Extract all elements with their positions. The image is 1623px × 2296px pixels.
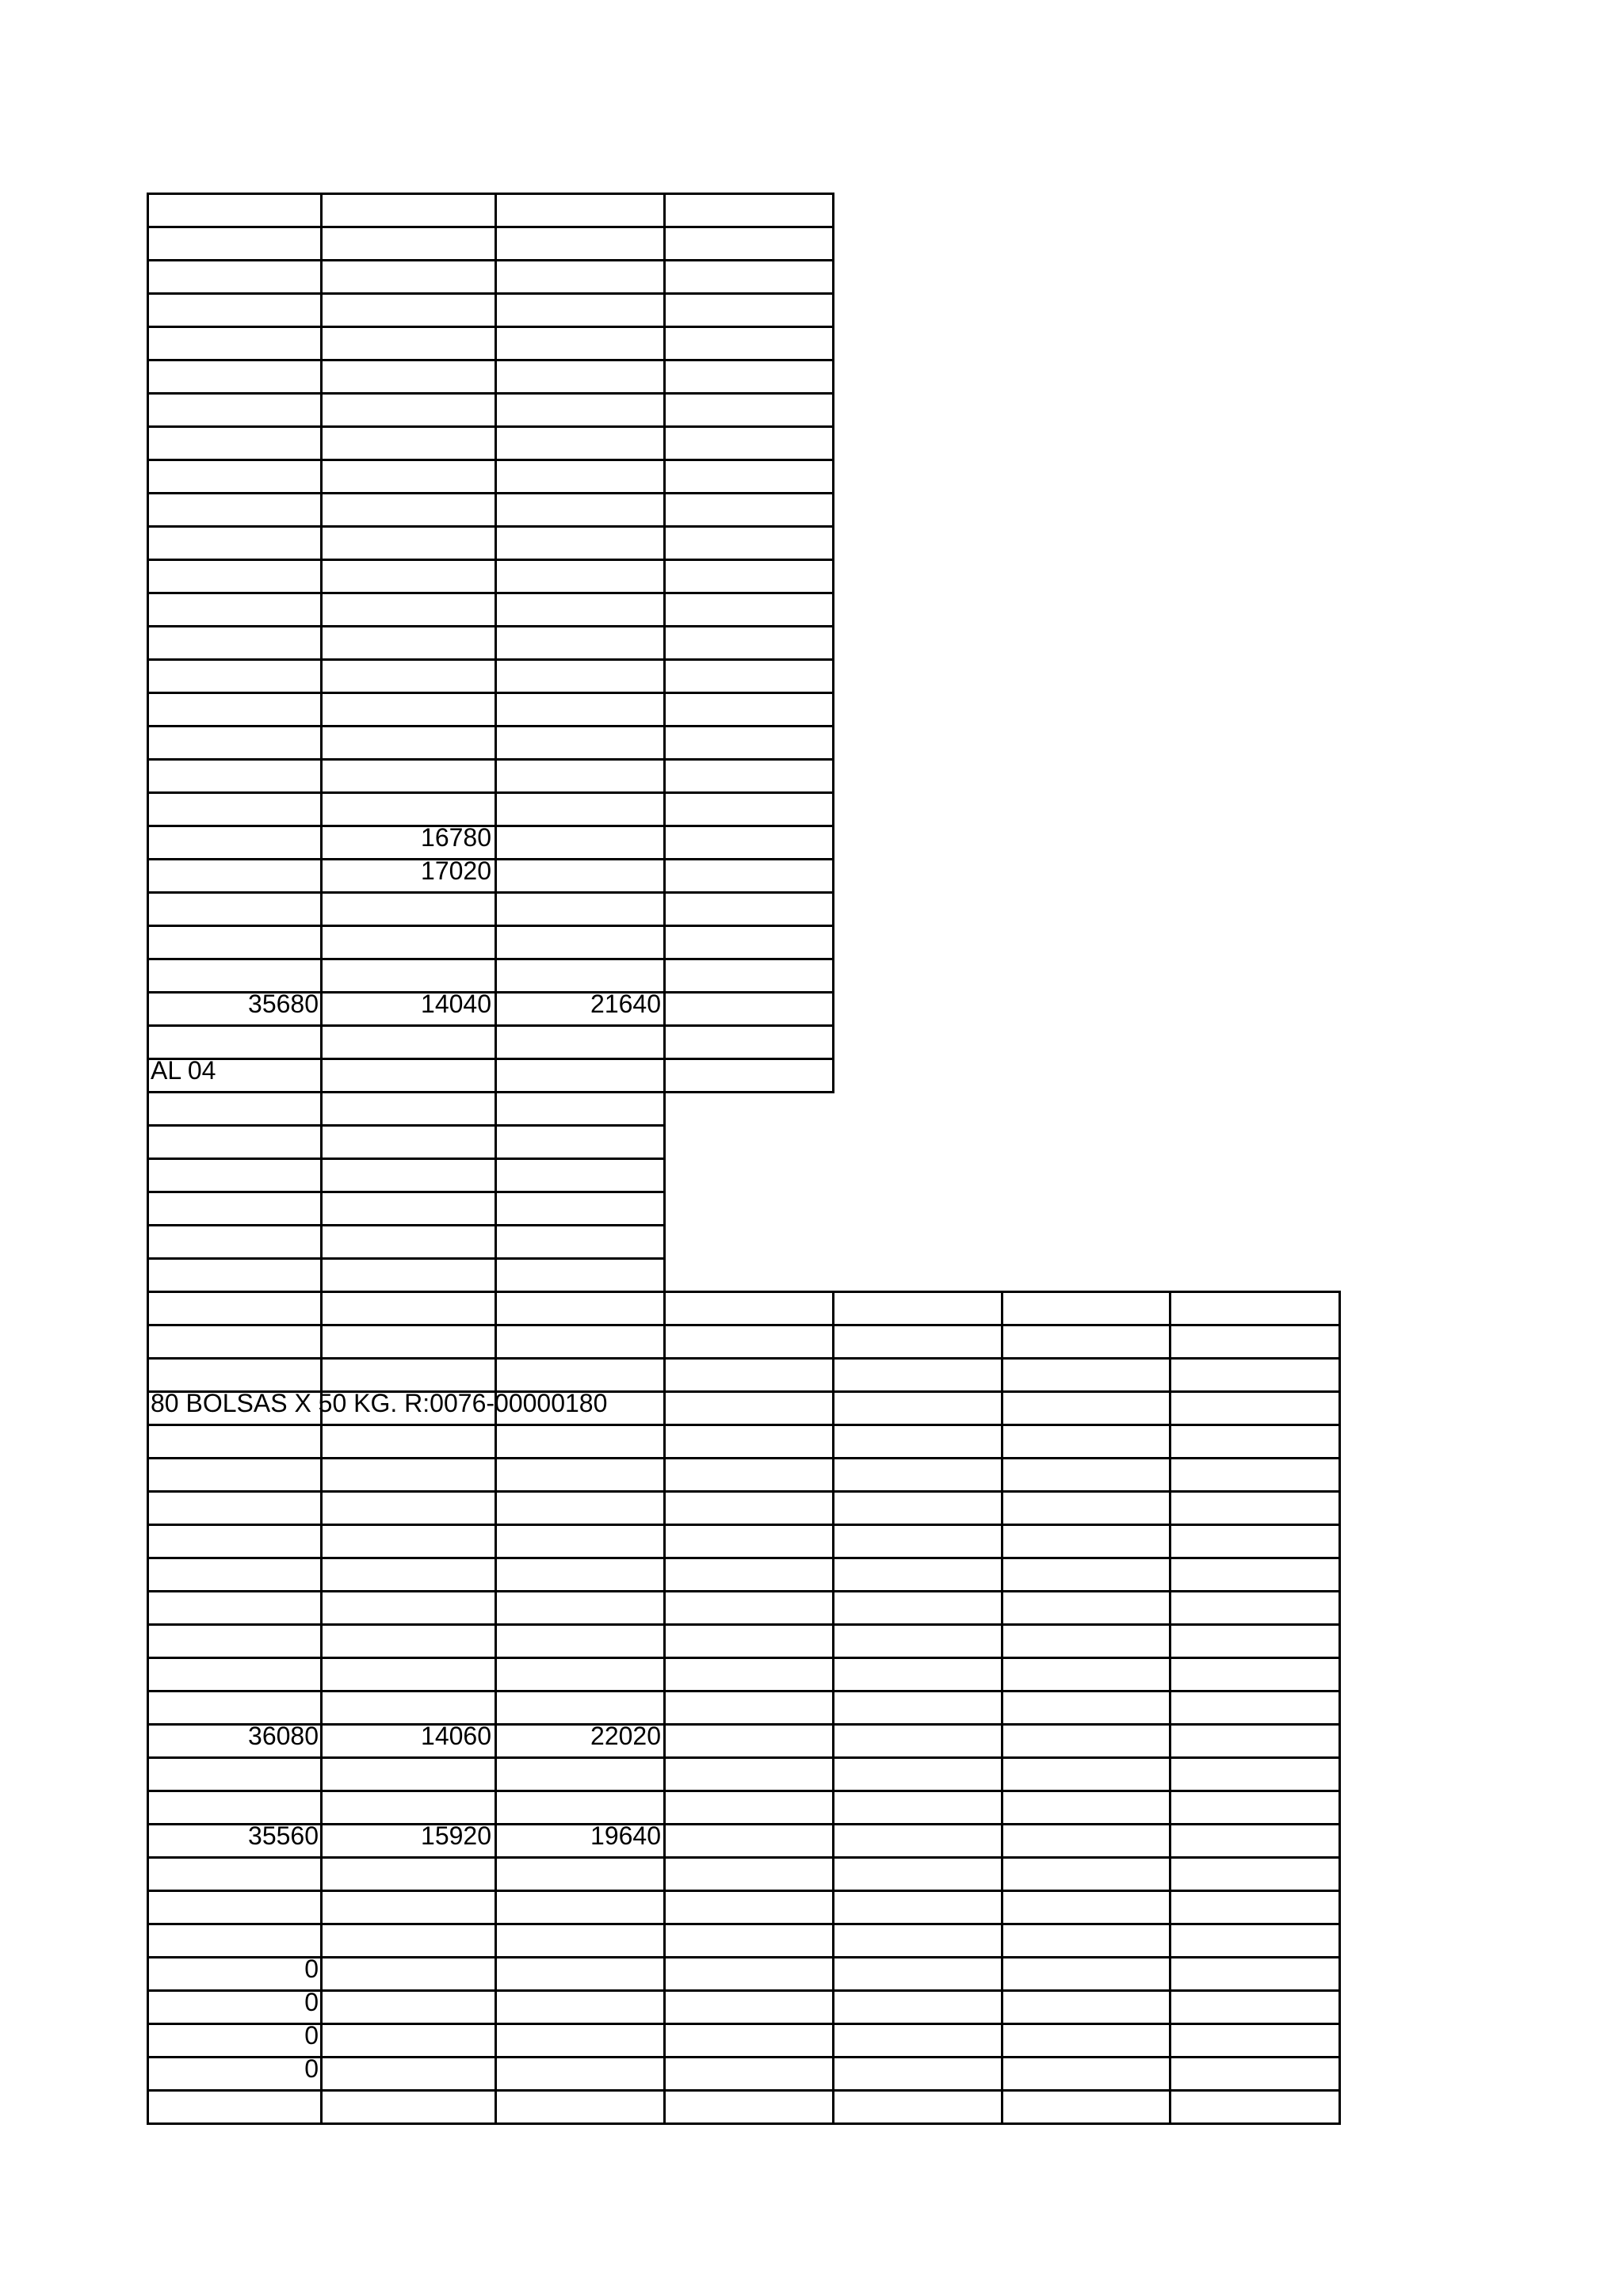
grid-cell [832,1424,1003,1459]
grid-cell [663,259,834,295]
grid-cell [147,758,323,794]
grid-cell [663,1923,834,1958]
grid-cell [663,1524,834,1559]
grid-cell [832,1357,1003,1393]
grid-cell [147,1324,323,1360]
grid-cell [147,825,323,860]
grid-cell [663,1657,834,1692]
grid-cell [832,1856,1003,1892]
grid-cell [1169,1989,1341,2025]
grid-cell [663,425,834,461]
grid-cell [495,1457,666,1493]
cell-r47-a: 36080 [248,1722,319,1750]
grid-cell [663,825,834,860]
grid-cell [495,326,666,361]
grid-cell [1169,1690,1341,1726]
grid-cell [1001,1823,1171,1859]
grid-cell [320,226,497,261]
grid-cell [1169,1424,1341,1459]
grid-cell [663,559,834,594]
grid-cell [495,492,666,528]
grid-cell [1001,1856,1171,1892]
grid-cell [147,359,323,395]
grid-cell [1169,1291,1341,1326]
grid-cell [663,1756,834,1792]
cell-r54-a: 0 [304,1955,319,1983]
grid-cell [147,791,323,827]
grid-cell [147,292,323,328]
grid-cell [320,2023,497,2058]
grid-cell [832,1291,1003,1326]
grid-cell [495,1324,666,1360]
grid-cell [663,592,834,627]
grid-cell [663,193,834,228]
grid-cell [320,392,497,428]
grid-cell [320,1091,497,1127]
grid-cell [663,492,834,528]
grid-cell [1001,1590,1171,1626]
grid-cell [147,1623,323,1659]
grid-cell [320,1257,497,1293]
grid-cell [320,1524,497,1559]
grid-cell [147,1657,323,1692]
grid-cell [320,1324,497,1360]
grid-cell [147,625,323,661]
grid-cell [663,2056,834,2092]
grid-cell [663,1457,834,1493]
grid-cell [663,525,834,561]
grid-cell [1001,1457,1171,1493]
grid-cell [147,559,323,594]
grid-cell [1169,2089,1341,2125]
grid-cell [663,1623,834,1659]
grid-cell [320,1224,497,1260]
grid-cell [147,925,323,960]
grid-cell [495,1191,666,1226]
grid-cell [1001,1690,1171,1726]
grid-cell [495,226,666,261]
grid-cell [147,1490,323,1526]
grid-cell [147,1590,323,1626]
grid-cell [1001,1390,1171,1426]
grid-cell [1169,1823,1341,1859]
grid-cell [1169,2023,1341,2058]
grid-cell [495,592,666,627]
grid-cell [320,592,497,627]
grid-cell [663,2089,834,2125]
cell-r50-c: 19640 [590,1821,661,1850]
grid-cell [147,1890,323,1925]
grid-cell [663,2023,834,2058]
grid-cell [495,825,666,860]
grid-cell [1001,1989,1171,2025]
grid-cell [495,359,666,395]
grid-cell [495,559,666,594]
grid-cell [1169,1490,1341,1526]
grid-cell [663,925,834,960]
grid-cell [320,725,497,761]
grid-cell [1169,1723,1341,1759]
grid-cell [663,1291,834,1326]
grid-cell [147,1557,323,1592]
grid-cell [495,1756,666,1792]
grid-cell [495,625,666,661]
grid-cell [320,1457,497,1493]
grid-cell [832,1324,1003,1360]
grid-cell [320,1756,497,1792]
grid-cell [320,1657,497,1692]
grid-cell [1169,1923,1341,1958]
grid-cell [147,259,323,295]
grid-cell [147,1191,323,1226]
grid-cell [147,891,323,927]
grid-cell [495,1490,666,1526]
grid-cell [147,1158,323,1193]
grid-cell [495,2056,666,2092]
grid-cell [320,658,497,694]
grid-cell [1169,2056,1341,2092]
grid-cell [147,193,323,228]
grid-cell [495,459,666,494]
grid-cell [1001,1324,1171,1360]
grid-cell [495,1291,666,1326]
grid-cell [320,1923,497,1958]
grid-cell [1001,1956,1171,1992]
grid-cell [320,292,497,328]
grid-cell [1001,2089,1171,2125]
grid-cell [147,1524,323,1559]
grid-cell [495,1058,666,1093]
grid-cell [147,392,323,428]
grid-cell [663,326,834,361]
grid-cell [663,1024,834,1060]
grid-cell [495,392,666,428]
grid-cell [147,459,323,494]
cell-r56-a: 0 [304,2021,319,2050]
cell-r47-c: 22020 [590,1722,661,1750]
grid-cell [1001,1923,1171,1958]
cell-r36-note: 80 BOLSAS X 50 KG. R:0076-00000180 [151,1389,608,1417]
grid-cell [495,193,666,228]
grid-cell [663,991,834,1027]
grid-cell [1169,1756,1341,1792]
grid-cell [147,1091,323,1127]
grid-cell [832,1890,1003,1925]
grid-cell [663,791,834,827]
grid-cell [832,2056,1003,2092]
grid-cell [495,1557,666,1592]
grid-cell [147,1257,323,1293]
grid-cell [320,259,497,295]
grid-cell [495,1856,666,1892]
cell-r20-b: 17020 [421,856,491,885]
grid-cell [147,592,323,627]
grid-cell [1169,1390,1341,1426]
grid-cell [1001,1790,1171,1825]
grid-cell [663,725,834,761]
grid-cell [495,1590,666,1626]
grid-cell [1001,1557,1171,1592]
grid-cell [663,1690,834,1726]
grid-cell [663,359,834,395]
grid-cell [832,1390,1003,1426]
grid-cell [320,2056,497,2092]
grid-cell [320,1158,497,1193]
grid-cell [832,1623,1003,1659]
grid-cell [832,1557,1003,1592]
cell-r26-label: AL 04 [151,1056,216,1085]
grid-cell [320,1124,497,1160]
grid-cell [320,692,497,727]
cell-r50-b: 15920 [421,1821,491,1850]
grid-cell [495,1024,666,1060]
grid-cell [147,1124,323,1160]
grid-cell [495,1124,666,1160]
grid-cell [663,1557,834,1592]
grid-cell [832,1956,1003,1992]
grid-cell [495,1956,666,1992]
cell-r55-a: 0 [304,1988,319,2016]
grid-cell [1001,1623,1171,1659]
grid-cell [832,1490,1003,1526]
grid-cell [320,925,497,960]
grid-cell [147,1457,323,1493]
grid-cell [663,392,834,428]
grid-cell [832,1690,1003,1726]
grid-cell [1001,1291,1171,1326]
grid-cell [320,359,497,395]
grid-cell [495,259,666,295]
grid-cell [1169,1357,1341,1393]
grid-cell [495,1890,666,1925]
grid-cell [147,326,323,361]
grid-cell [663,1424,834,1459]
grid-cell [663,1890,834,1925]
grid-cell [832,1657,1003,1692]
grid-cell [147,425,323,461]
grid-cell [147,1424,323,1459]
grid-cell [832,1756,1003,1792]
grid-cell [832,1723,1003,1759]
grid-cell [495,1657,666,1692]
grid-cell [495,425,666,461]
grid-cell [1001,1524,1171,1559]
cell-r24-a: 35680 [248,990,319,1018]
grid-cell [663,625,834,661]
grid-cell [1001,2023,1171,2058]
cell-r50-a: 35560 [248,1821,319,1850]
grid-cell [495,1923,666,1958]
grid-cell [320,758,497,794]
grid-cell [495,1158,666,1193]
grid-cell [495,658,666,694]
grid-cell [320,1058,497,1093]
grid-cell [320,1623,497,1659]
grid-cell [663,658,834,694]
grid-cell [832,1923,1003,1958]
grid-cell [147,2089,323,2125]
grid-cell [663,1058,834,1093]
grid-cell [495,2023,666,2058]
grid-cell [663,1490,834,1526]
grid-cell [147,1224,323,1260]
grid-cell [147,692,323,727]
grid-cell [832,2089,1003,2125]
grid-cell [147,226,323,261]
grid-cell [663,1790,834,1825]
grid-cell [147,658,323,694]
grid-cell [1001,1890,1171,1925]
grid-cell [320,1557,497,1592]
grid-cell [495,2089,666,2125]
grid-cell [832,1823,1003,1859]
grid-cell [1169,1956,1341,1992]
grid-cell [1001,1657,1171,1692]
grid-cell [320,1890,497,1925]
grid-cell [495,925,666,960]
grid-cell [320,1989,497,2025]
grid-cell [1169,1623,1341,1659]
grid-cell [1169,1790,1341,1825]
grid-cell [663,1324,834,1360]
grid-cell [320,1291,497,1326]
grid-cell [1001,1424,1171,1459]
grid-cell [320,1424,497,1459]
grid-cell [1169,1324,1341,1360]
grid-cell [320,1956,497,1992]
grid-cell [663,958,834,994]
grid-cell [495,292,666,328]
grid-cell [495,1524,666,1559]
grid-cell [147,1756,323,1792]
cell-r19-b: 16780 [421,823,491,852]
grid-cell [147,492,323,528]
grid-cell [320,492,497,528]
grid-cell [1001,1723,1171,1759]
grid-cell [320,891,497,927]
grid-cell [320,1191,497,1226]
grid-cell [320,1856,497,1892]
grid-cell [495,1424,666,1459]
grid-cell [495,525,666,561]
grid-cell [495,725,666,761]
grid-cell [663,1590,834,1626]
grid-cell [1169,1657,1341,1692]
grid-cell [663,891,834,927]
grid-cell [663,1989,834,2025]
grid-cell [663,292,834,328]
grid-cell [1169,1856,1341,1892]
cell-r47-b: 14060 [421,1722,491,1750]
grid-cell [1169,1557,1341,1592]
grid-cell [832,2023,1003,2058]
cell-r24-b: 14040 [421,990,491,1018]
grid-cell [663,1823,834,1859]
grid-cell [1169,1890,1341,1925]
grid-cell [147,725,323,761]
grid-cell [320,425,497,461]
grid-cell [663,1956,834,1992]
grid-cell [832,1790,1003,1825]
grid-cell [832,1524,1003,1559]
grid-cell [320,525,497,561]
grid-cell [495,1224,666,1260]
grid-cell [1169,1457,1341,1493]
grid-cell [663,1723,834,1759]
grid-cell [1169,1590,1341,1626]
grid-cell [495,891,666,927]
grid-cell [663,858,834,894]
grid-cell [495,791,666,827]
grid-cell [147,1291,323,1326]
grid-cell [320,559,497,594]
grid-cell [1169,1524,1341,1559]
grid-cell [320,193,497,228]
grid-cell [1001,1357,1171,1393]
grid-cell [320,1590,497,1626]
cell-r57-a: 0 [304,2054,319,2083]
grid-cell [147,1856,323,1892]
grid-cell [320,2089,497,2125]
grid-cell [147,858,323,894]
grid-cell [495,1257,666,1293]
grid-cell [320,1490,497,1526]
grid-cell [663,459,834,494]
grid-cell [663,1390,834,1426]
grid-cell [495,692,666,727]
grid-cell [495,1989,666,2025]
grid-cell [663,692,834,727]
grid-cell [663,1357,834,1393]
grid-cell [663,226,834,261]
cell-r24-c: 21640 [590,990,661,1018]
grid-cell [495,1091,666,1127]
grid-cell [320,625,497,661]
grid-cell [1001,2056,1171,2092]
grid-cell [320,459,497,494]
grid-cell [832,1989,1003,2025]
grid-cell [1001,1490,1171,1526]
grid-cell [495,1623,666,1659]
grid-cell [832,1590,1003,1626]
grid-cell [147,525,323,561]
grid-cell [832,1457,1003,1493]
grid-cell [320,1024,497,1060]
grid-cell [320,326,497,361]
grid-cell [663,758,834,794]
grid-cell [1001,1756,1171,1792]
grid-cell [663,1856,834,1892]
grid-cell [495,758,666,794]
grid-cell [495,858,666,894]
